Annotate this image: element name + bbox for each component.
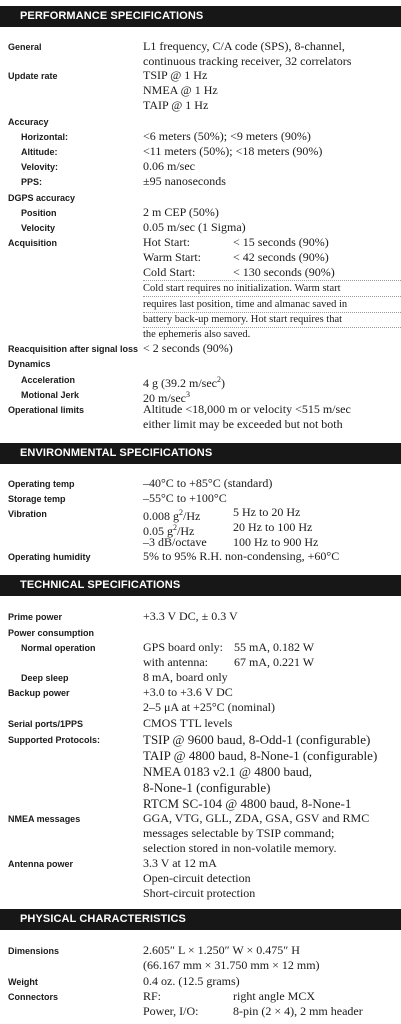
normal-antenna-label: with antenna: bbox=[143, 655, 208, 669]
weight-label: Weight bbox=[8, 977, 38, 987]
dgps-position-label: Position bbox=[21, 208, 57, 218]
serial-ports-label: Serial ports/1PPS bbox=[8, 719, 84, 729]
normal-board-label: GPS board only: bbox=[143, 640, 224, 654]
protocol-tsip: TSIP @ 9600 baud, 8-Odd-1 (configurable) bbox=[143, 732, 371, 747]
humidity-label: Operating humidity bbox=[8, 552, 91, 562]
normal-operation-label: Normal operation bbox=[21, 643, 96, 653]
jerk-value: 20 $m/\sec^3$ bbox=[143, 390, 190, 405]
protocol-rtcm: RTCM SC-104 @ 4800 baud, 8-None-1 bbox=[143, 796, 352, 811]
connector-power-value: 8-pin (2 × 4), 2 mm header bbox=[233, 1004, 363, 1018]
dimensions-inches: 2.605″ L × 1.250″ W × 0.475″ H bbox=[143, 943, 300, 957]
general-label: General bbox=[8, 42, 42, 52]
dimensions-label: Dimensions bbox=[8, 946, 60, 956]
technical-header: TECHNICAL SPECIFICATIONS bbox=[0, 575, 401, 596]
warm-start-value: < 42 seconds (90%) bbox=[233, 250, 329, 264]
protocol-nmea-config: 8-None-1 (configurable) bbox=[143, 780, 271, 795]
acceleration-value: 4 g (39.2 $m/\sec^2$) bbox=[143, 375, 225, 390]
environmental-header: ENVIRONMENTAL SPECIFICATIONS bbox=[0, 443, 401, 464]
antenna-open-circuit: Open-circuit detection bbox=[143, 871, 251, 885]
backup-power-current: 2–5 μA at +25°C (nominal) bbox=[143, 700, 275, 714]
nmea-messages-line2: messages selectable by TSIP command; bbox=[143, 826, 335, 840]
storage-temp-value: –55°C to +100°C bbox=[143, 491, 227, 505]
operating-temp-label: Operating temp bbox=[8, 479, 75, 489]
operational-limits-line1: Altitude <18,000 m or velocity <515 m/sec bbox=[143, 402, 351, 416]
reacquisition-value: < 2 seconds (90%) bbox=[143, 341, 233, 355]
storage-temp-label: Storage temp bbox=[8, 494, 66, 504]
dgps-accuracy-label: DGPS accuracy bbox=[8, 193, 76, 203]
general-value-line1: L1 frequency, C/A code (SPS), 8-channel, bbox=[143, 39, 345, 53]
normal-board-value: 55 mA, 0.182 W bbox=[234, 640, 315, 654]
power-consumption-label: Power consumption bbox=[8, 628, 95, 638]
protocols-label: Supported Protocols: bbox=[8, 735, 100, 745]
vibration-row3-range: 100 Hz to 900 Hz bbox=[233, 535, 319, 549]
dgps-velocity-value: 0.05 m/sec (1 Sigma) bbox=[143, 220, 246, 234]
vibration-row2-spectral: 0.05 $g^2/Hz$ bbox=[143, 523, 195, 538]
update-rate-tsip: TSIP @ 1 Hz bbox=[143, 68, 208, 82]
update-rate-taip: TAIP @ 1 Hz bbox=[143, 98, 209, 112]
reacquisition-label: Reacquisition after signal loss bbox=[8, 344, 139, 354]
performance-header: PERFORMANCE SPECIFICATIONS bbox=[0, 6, 401, 27]
protocol-nmea: NMEA 0183 v2.1 @ 4800 baud, bbox=[143, 764, 313, 779]
backup-power-voltage: +3.0 to +3.6 V DC bbox=[143, 685, 233, 699]
dgps-position-value: 2 m CEP (50%) bbox=[143, 205, 219, 219]
altitude-label: Altitude: bbox=[21, 147, 58, 157]
vibration-row2-range: 20 Hz to 100 Hz bbox=[233, 520, 313, 534]
operational-limits-label: Operational limits bbox=[8, 405, 85, 415]
accuracy-label: Accuracy bbox=[8, 117, 49, 127]
connectors-label: Connectors bbox=[8, 992, 59, 1002]
connector-rf-label: RF: bbox=[143, 989, 162, 1003]
velocity-label: Velovity: bbox=[21, 162, 59, 172]
nmea-messages-label: NMEA messages bbox=[8, 814, 81, 824]
warm-start-label: Warm Start: bbox=[143, 250, 202, 264]
pps-label: PPS: bbox=[21, 177, 43, 187]
normal-antenna-value: 67 mA, 0.221 W bbox=[234, 655, 315, 669]
dynamics-label: Dynamics bbox=[8, 359, 51, 369]
weight-value: 0.4 oz. (12.5 grams) bbox=[143, 974, 240, 988]
cold-start-label: Cold Start: bbox=[143, 265, 196, 279]
protocol-taip: TAIP @ 4800 baud, 8-None-1 (configurable) bbox=[143, 748, 378, 763]
vibration-row3-slope: –3 dB/octave bbox=[143, 535, 207, 549]
nmea-messages-line1: GGA, VTG, GLL, ZDA, GSA, GSV and RMC bbox=[143, 811, 370, 825]
dimensions-mm: (66.167 mm × 31.750 mm × 12 mm) bbox=[143, 958, 320, 972]
acceleration-label: Acceleration bbox=[21, 375, 76, 385]
backup-power-label: Backup power bbox=[8, 688, 70, 698]
hot-start-label: Hot Start: bbox=[143, 235, 190, 249]
deep-sleep-label: Deep sleep bbox=[21, 673, 69, 683]
humidity-value: 5% to 95% R.H. non-condensing, +60°C bbox=[143, 549, 340, 563]
antenna-power-label: Antenna power bbox=[8, 859, 74, 869]
nmea-messages-line3: selection stored in non-volatile memory. bbox=[143, 841, 337, 855]
operational-limits-line2: either limit may be exceeded but not both bbox=[143, 417, 343, 431]
antenna-short-circuit: Short-circuit protection bbox=[143, 886, 256, 900]
velocity-value: 0.06 m/sec bbox=[143, 159, 195, 173]
connector-rf-value: right angle MCX bbox=[233, 989, 315, 1003]
update-rate-label: Update rate bbox=[8, 71, 58, 81]
prime-power-label: Prime power bbox=[8, 612, 63, 622]
acquisition-note-line3: battery back-up memory. Hot start requires that bbox=[143, 314, 343, 325]
physical-header: PHYSICAL CHARACTERISTICS bbox=[0, 909, 401, 930]
acquisition-note-line4: the ephemeris also saved. bbox=[143, 329, 251, 340]
jerk-label: Motional Jerk bbox=[21, 390, 80, 400]
update-rate-nmea: NMEA @ 1 Hz bbox=[143, 83, 218, 97]
altitude-value: <11 meters (50%); <18 meters (90%) bbox=[143, 144, 323, 158]
horizontal-label: Horizontal: bbox=[21, 132, 68, 142]
connector-power-label: Power, I/O: bbox=[143, 1004, 199, 1018]
operating-temp-value: –40°C to +85°C (standard) bbox=[143, 476, 273, 490]
vibration-row1-range: 5 Hz to 20 Hz bbox=[233, 505, 301, 519]
pps-value: ±95 nanoseconds bbox=[143, 174, 226, 188]
acquisition-note-line1: Cold start requires no initialization. Warm start bbox=[143, 283, 341, 294]
prime-power-value: +3.3 V DC, ± 0.3 V bbox=[143, 609, 238, 623]
dgps-velocity-label: Velocity bbox=[21, 223, 56, 233]
cold-start-value: < 130 seconds (90%) bbox=[233, 265, 335, 279]
acquisition-label: Acquisition bbox=[8, 238, 57, 248]
antenna-power-rating: 3.3 V at 12 mA bbox=[143, 856, 217, 870]
acquisition-note-line2: requires last position, time and almanac saved in bbox=[143, 299, 348, 310]
general-value-line2: continuous tracking receiver, 32 correlators bbox=[143, 54, 352, 68]
hot-start-value: < 15 seconds (90%) bbox=[233, 235, 329, 249]
deep-sleep-value: 8 mA, board only bbox=[143, 670, 228, 684]
vibration-row1-spectral: 0.008 $g^2/Hz$ bbox=[143, 508, 201, 523]
vibration-label: Vibration bbox=[8, 509, 47, 519]
horizontal-value: <6 meters (50%); <9 meters (90%) bbox=[143, 129, 311, 143]
serial-ports-value: CMOS TTL levels bbox=[143, 716, 233, 730]
